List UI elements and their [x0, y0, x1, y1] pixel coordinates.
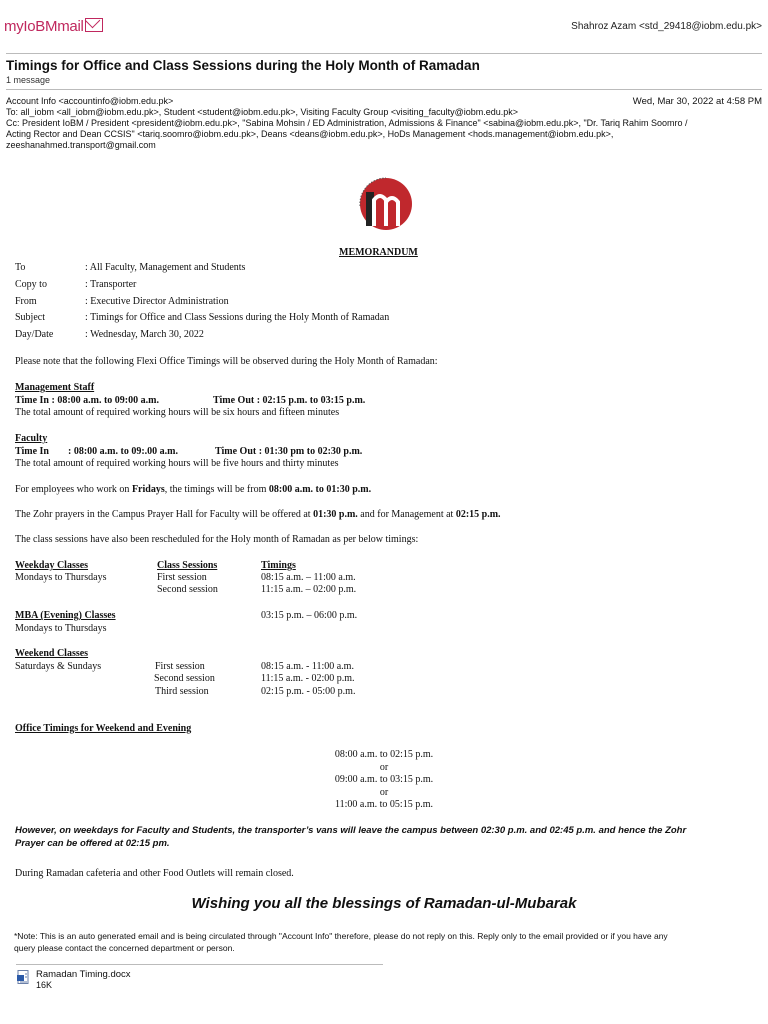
faculty-hours-note: The total amount of required working hours will be five hours and thirty minutes: [15, 458, 339, 469]
or-separator: or: [379, 787, 389, 798]
faculty-time-in-label: Time In: [15, 446, 49, 457]
col-header-timings: Timings: [261, 560, 296, 571]
to-recipients: To: all_iobm <all_iobm@iobm.edu.pk>, Student <student@iobm.edu.pk>, Visiting Faculty Group <visiting_faculty@iobm.edu.pk>: [6, 107, 519, 117]
weekday-session-2: Second session: [157, 584, 218, 595]
zohr-prayer-timings: The Zohr prayers in the Campus Prayer Hall for Faculty will be offered at 01:30 p.m. and for Management at 02:15 p.m.: [15, 509, 501, 520]
user-account-label: Shahroz Azam <std_29418@iobm.edu.pk>: [571, 21, 762, 32]
weekend-time-3: 02:15 p.m. - 05:00 p.m.: [261, 686, 356, 697]
memo-field-value: : Executive Director Administration: [85, 296, 229, 307]
memo-field-label: Day/Date: [15, 329, 54, 340]
office-timing-option-2: 09:00 a.m. to 03:15 p.m.: [334, 774, 434, 785]
memo-title: MEMORANDUM: [339, 247, 418, 258]
cc-recipients-cont: zeeshanahmed.transport@gmail.com: [6, 140, 156, 150]
email-date: Wed, Mar 30, 2022 at 4:58 PM: [632, 96, 762, 107]
envelope-icon: [85, 18, 103, 32]
auto-email-note-cont: query please contact the concerned department or person.: [14, 943, 235, 953]
mba-time: 03:15 p.m. – 06:00 p.m.: [261, 610, 358, 621]
memo-field-value: : Wednesday, March 30, 2022: [85, 329, 204, 340]
memo-field-label: Subject: [15, 312, 45, 323]
memo-field-label: From: [15, 296, 37, 307]
office-timing-option-1: 08:00 a.m. to 02:15 p.m.: [334, 749, 434, 760]
or-separator: or: [379, 762, 389, 773]
management-heading: Management Staff: [15, 382, 95, 393]
cc-recipients-cont: Acting Rector and Dean CCSIS" <tariq.soomro@iobm.edu.pk>, Deans <deans@iobm.edu.pk>, HoDs Management <hods.management@iobm.edu.pk>,: [6, 129, 614, 139]
attachment-size: 16K: [36, 980, 53, 990]
weekday-session-1: First session: [157, 572, 207, 583]
faculty-time-in: : 08:00 a.m. to 09:.00 a.m.: [68, 446, 178, 457]
weekday-days: Mondays to Thursdays: [15, 572, 107, 583]
attachment-divider: [16, 964, 383, 965]
weekend-heading: Weekend Classes: [15, 648, 89, 659]
cafeteria-notice: During Ramadan cafeteria and other Food Outlets will remain closed.: [15, 868, 294, 879]
weekend-session-3: Third session: [155, 686, 209, 697]
institute-emblem-icon: [352, 172, 416, 234]
weekday-time-2: 11:15 a.m. – 02:00 p.m.: [261, 584, 357, 595]
logo-text: myIoBMmail: [4, 18, 84, 35]
col-header-sessions: Class Sessions: [157, 560, 218, 571]
memo-field-value: : Timings for Office and Class Sessions during the Holy Month of Ramadan: [85, 312, 390, 323]
mba-heading: MBA (Evening) Classes: [15, 610, 116, 621]
email-subject: Timings for Office and Class Sessions during the Holy Month of Ramadan: [6, 58, 480, 73]
transport-notice-cont: Prayer can be offered at 02:15 pm.: [15, 838, 170, 849]
memo-intro: Please note that the following Flexi Office Timings will be observed during the Holy Month of Ramadan:: [15, 356, 438, 367]
faculty-heading: Faculty: [15, 433, 48, 444]
memo-field-value: : All Faculty, Management and Students: [85, 262, 246, 273]
weekend-session-2: Second session: [154, 673, 215, 684]
classes-intro: The class sessions have also been rescheduled for the Holy month of Ramadan as per below timings:: [15, 534, 419, 545]
app-logo[interactable]: [4, 18, 103, 35]
memo-field-label: Copy to: [15, 279, 47, 290]
attachment-name[interactable]: Ramadan Timing.docx: [36, 969, 131, 980]
management-hours-note: The total amount of required working hours will be six hours and fifteen minutes: [15, 407, 340, 418]
management-time-out: Time Out : 02:15 p.m. to 03:15 p.m.: [213, 395, 366, 406]
friday-timings: For employees who work on Fridays, the timings will be from 08:00 a.m. to 01:30 p.m.: [15, 484, 372, 495]
message-count: 1 message: [6, 75, 51, 85]
word-document-icon[interactable]: [17, 970, 29, 984]
office-timing-option-3: 11:00 a.m. to 05:15 p.m.: [335, 799, 433, 810]
col-header-classes: Weekday Classes: [15, 560, 89, 571]
weekend-time-1: 08:15 a.m. - 11:00 a.m.: [261, 661, 354, 672]
office-timings-heading: Office Timings for Weekend and Evening: [15, 723, 192, 734]
memo-field-label: To: [15, 262, 26, 273]
weekend-days: Saturdays & Sundays: [15, 661, 102, 672]
auto-email-note: *Note: This is an auto generated email and is being circulated through "Account Info" therefore, please do not reply on this. Reply only to the email provided or if you have any: [14, 931, 668, 941]
ramadan-greeting: Wishing you all the blessings of Ramadan-ul-Mubarak: [191, 895, 577, 912]
memo-field-value: : Transporter: [85, 279, 137, 290]
weekend-time-2: 11:15 a.m. - 02:00 p.m.: [261, 673, 355, 684]
cc-recipients: Cc: President IoBM / President <president@iobm.edu.pk>, "Sabina Mohsin / ED Administration, Admissions & Finance" <sabina@iobm.edu.pk>, "Dr. Tariq Rahim Soomro /: [6, 118, 688, 128]
divider: [6, 89, 762, 90]
management-time-in: Time In : 08:00 a.m. to 09:00 a.m.: [15, 395, 159, 406]
divider: [6, 53, 762, 54]
mba-days: Mondays to Thursdays: [15, 623, 107, 634]
faculty-time-out: Time Out : 01:30 pm to 02:30 p.m.: [215, 446, 363, 457]
weekday-time-1: 08:15 a.m. – 11:00 a.m.: [261, 572, 356, 583]
transport-notice: However, on weekdays for Faculty and Students, the transporter’s vans will leave the campus between 02:30 p.m. and 02:45 p.m. and hence the Zohr: [15, 825, 687, 836]
weekend-session-1: First session: [155, 661, 205, 672]
sender[interactable]: Account Info <accountinfo@iobm.edu.pk>: [6, 96, 174, 106]
